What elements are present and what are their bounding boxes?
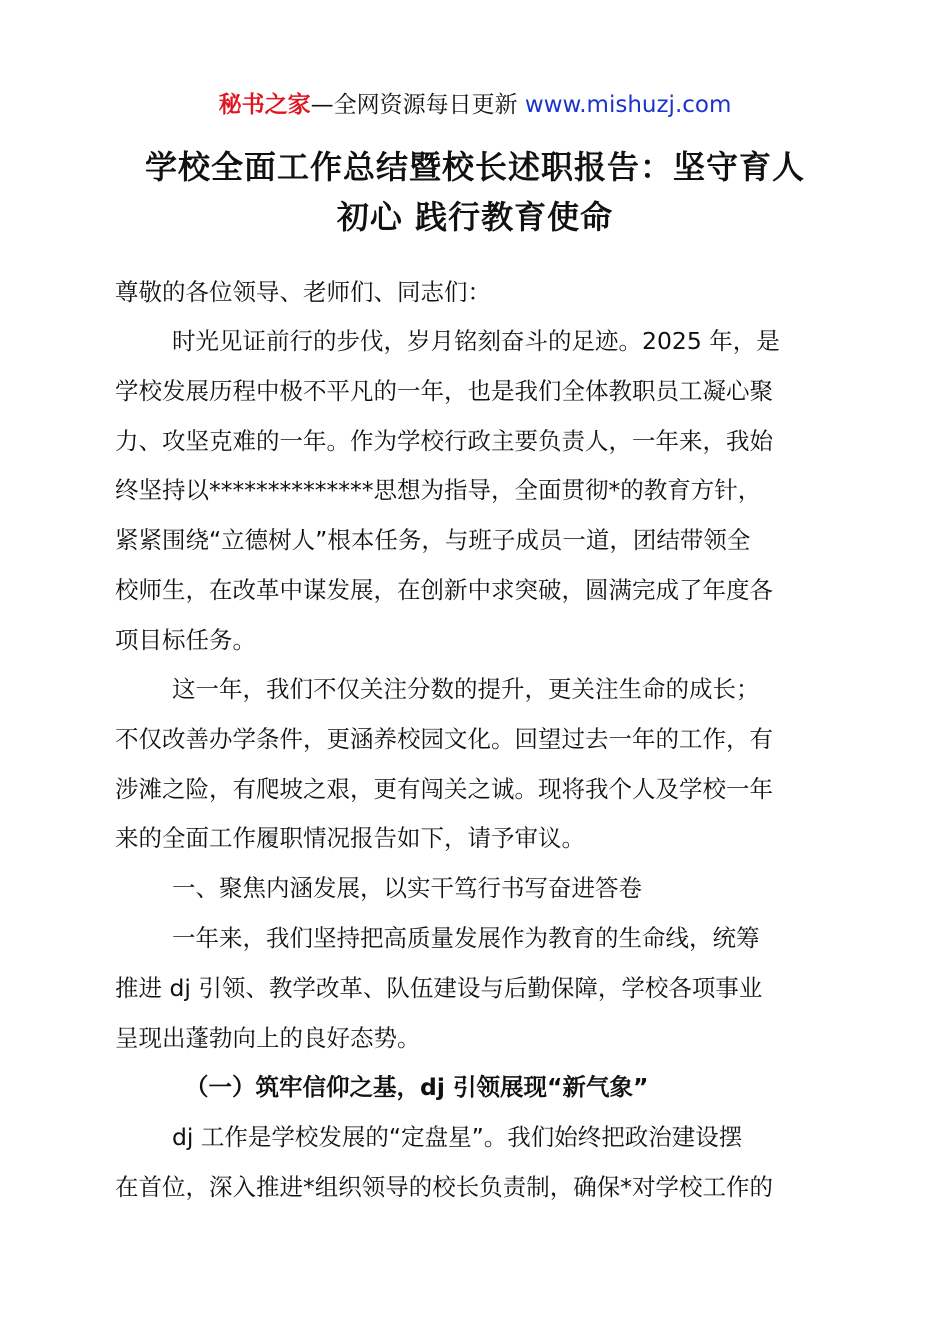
site-tagline: —全网资源每日更新 bbox=[310, 92, 518, 118]
salutation-text: 尊敬的各位领导、老师们、同志们： bbox=[115, 278, 491, 306]
paragraph-line: 推进 dj 引领、教学改革、队伍建设与后勤保障，学校各项事业 bbox=[115, 973, 763, 1002]
document-title bbox=[110, 142, 840, 242]
section-heading-text: 一、聚焦内涵发展，以实干笃行书写奋进答卷 bbox=[172, 874, 642, 902]
paragraph-line: 紧紧围绕“立德树人”根本任务，与班子成员一道，团结带领全 bbox=[115, 526, 751, 555]
paragraph-intro bbox=[115, 317, 835, 666]
paragraph-line: 来的全面工作履职情况报告如下，请予审议。 bbox=[115, 824, 585, 853]
paragraph-subsection-1 bbox=[115, 1113, 835, 1213]
paragraph-line: 学校发展历程中极不平凡的一年，也是我们全体教职员工凝心聚 bbox=[115, 376, 773, 405]
subsection-heading-text: （一）筑牢信仰之基，dj 引领展现“新气象” bbox=[185, 1073, 649, 1101]
salutation bbox=[115, 268, 835, 318]
site-url-link[interactable]: www.mishuzj.com bbox=[524, 92, 732, 118]
paragraph-line: dj 工作是学校发展的“定盘星”。我们始终把政治建设摆 bbox=[172, 1123, 743, 1151]
paragraph-line: 呈现出蓬勃向上的良好态势。 bbox=[115, 1023, 421, 1052]
paragraph-section-1 bbox=[115, 914, 835, 1063]
paragraph-line: 终坚持以**************思想为指导，全面贯彻*的教育方针， bbox=[115, 476, 762, 505]
paragraph-line: 在首位，深入推进*组织领导的校长负责制，确保*对学校工作的 bbox=[115, 1172, 773, 1201]
paragraph-line: 一年来，我们坚持把高质量发展作为教育的生命线，统筹 bbox=[172, 924, 760, 952]
title-line-1: 学校全面工作总结暨校长述职报告：坚守育人 bbox=[144, 148, 805, 186]
site-header bbox=[0, 88, 950, 122]
site-brand: 秘书之家 bbox=[218, 92, 311, 118]
paragraph-line: 项目标任务。 bbox=[115, 625, 256, 654]
paragraph-line: 校师生，在改革中谋发展，在创新中求突破，圆满完成了年度各 bbox=[115, 575, 773, 604]
subsection-heading-1 bbox=[115, 1063, 835, 1113]
paragraph-line: 力、攻坚克难的一年。作为学校行政主要负责人，一年来，我始 bbox=[115, 426, 773, 455]
paragraph-line: 这一年，我们不仅关注分数的提升，更关注生命的成长； bbox=[172, 675, 760, 703]
paragraph-review bbox=[115, 665, 835, 864]
paragraph-line: 不仅改善办学条件，更涵养校园文化。回望过去一年的工作，有 bbox=[115, 724, 773, 753]
title-line-2: 初心 践行教育使命 bbox=[336, 198, 614, 236]
paragraph-line: 涉滩之险，有爬坡之艰，更有闯关之诚。现将我个人及学校一年 bbox=[115, 774, 773, 803]
paragraph-line: 时光见证前行的步伐，岁月铭刻奋斗的足迹。2025 年，是 bbox=[172, 327, 780, 355]
section-heading-1 bbox=[115, 864, 835, 914]
